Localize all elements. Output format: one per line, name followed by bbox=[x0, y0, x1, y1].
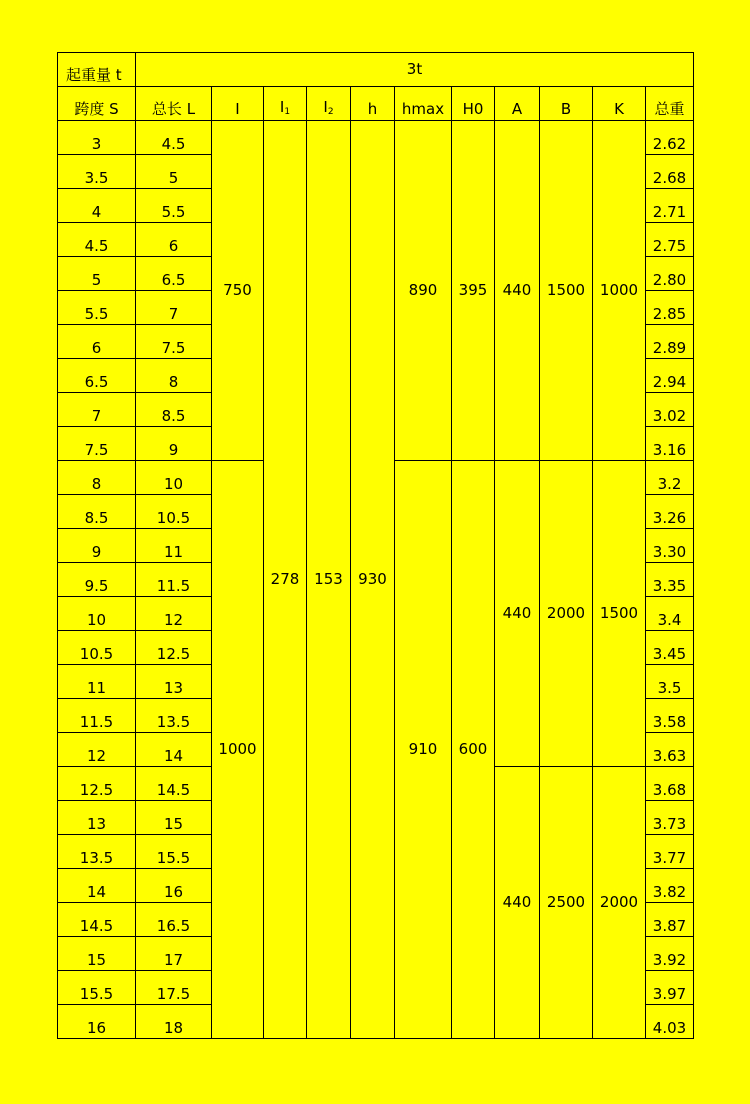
k-cell-2: 1500 bbox=[593, 461, 646, 767]
span-cell: 7.5 bbox=[58, 427, 136, 461]
span-cell: 7 bbox=[58, 393, 136, 427]
capacity-value: 3t bbox=[136, 53, 694, 87]
b-cell-2: 2000 bbox=[540, 461, 593, 767]
span-cell: 16 bbox=[58, 1005, 136, 1039]
col-header-k: K bbox=[593, 87, 646, 121]
span-cell: 4 bbox=[58, 189, 136, 223]
length-cell: 5.5 bbox=[136, 189, 212, 223]
col-header-i1-letter: I bbox=[279, 98, 285, 116]
weight-cell: 3.97 bbox=[646, 971, 694, 1005]
length-cell: 7 bbox=[136, 291, 212, 325]
hmax-cell-2: 910 bbox=[395, 461, 452, 1039]
length-cell: 13 bbox=[136, 665, 212, 699]
weight-cell: 3.45 bbox=[646, 631, 694, 665]
weight-cell: 3.2 bbox=[646, 461, 694, 495]
weight-cell: 2.89 bbox=[646, 325, 694, 359]
length-cell: 15.5 bbox=[136, 835, 212, 869]
weight-cell: 3.35 bbox=[646, 563, 694, 597]
weight-cell: 4.03 bbox=[646, 1005, 694, 1039]
length-cell: 8 bbox=[136, 359, 212, 393]
length-cell: 8.5 bbox=[136, 393, 212, 427]
span-cell: 9.5 bbox=[58, 563, 136, 597]
col-header-h0: H0 bbox=[452, 87, 495, 121]
span-cell: 13 bbox=[58, 801, 136, 835]
weight-cell: 2.80 bbox=[646, 257, 694, 291]
weight-cell: 2.85 bbox=[646, 291, 694, 325]
weight-cell: 3.58 bbox=[646, 699, 694, 733]
weight-cell: 3.30 bbox=[646, 529, 694, 563]
span-cell: 13.5 bbox=[58, 835, 136, 869]
capacity-label: 起重量 t bbox=[58, 53, 136, 87]
span-cell: 8.5 bbox=[58, 495, 136, 529]
length-cell: 11 bbox=[136, 529, 212, 563]
length-cell: 14.5 bbox=[136, 767, 212, 801]
length-cell: 6.5 bbox=[136, 257, 212, 291]
weight-cell: 2.68 bbox=[646, 155, 694, 189]
length-cell: 7.5 bbox=[136, 325, 212, 359]
length-cell: 12 bbox=[136, 597, 212, 631]
span-cell: 6 bbox=[58, 325, 136, 359]
weight-cell: 3.92 bbox=[646, 937, 694, 971]
col-header-i2-sub: 2 bbox=[327, 107, 334, 117]
col-header-a: A bbox=[495, 87, 540, 121]
length-cell: 16 bbox=[136, 869, 212, 903]
weight-cell: 3.68 bbox=[646, 767, 694, 801]
span-cell: 9 bbox=[58, 529, 136, 563]
span-cell: 6.5 bbox=[58, 359, 136, 393]
a-cell-2: 440 bbox=[495, 461, 540, 767]
table-row bbox=[58, 121, 694, 155]
a-cell-3: 440 bbox=[495, 767, 540, 1039]
span-cell: 15.5 bbox=[58, 971, 136, 1005]
weight-cell: 3.02 bbox=[646, 393, 694, 427]
length-cell: 16.5 bbox=[136, 903, 212, 937]
length-cell: 5 bbox=[136, 155, 212, 189]
col-header-i1 bbox=[264, 87, 307, 121]
col-header-i1-sub: 1 bbox=[284, 107, 291, 117]
span-cell: 3.5 bbox=[58, 155, 136, 189]
weight-cell: 3.82 bbox=[646, 869, 694, 903]
length-cell: 17.5 bbox=[136, 971, 212, 1005]
col-header-span: 跨度 S bbox=[58, 87, 136, 121]
i-cell-1: 750 bbox=[212, 121, 264, 461]
b-cell-1: 1500 bbox=[540, 121, 593, 461]
span-cell: 12 bbox=[58, 733, 136, 767]
span-cell: 15 bbox=[58, 937, 136, 971]
weight-cell: 3.73 bbox=[646, 801, 694, 835]
length-cell: 9 bbox=[136, 427, 212, 461]
weight-cell: 3.63 bbox=[646, 733, 694, 767]
col-header-i2 bbox=[307, 87, 351, 121]
span-cell: 11.5 bbox=[58, 699, 136, 733]
k-cell-1: 1000 bbox=[593, 121, 646, 461]
b-cell-3: 2500 bbox=[540, 767, 593, 1039]
span-cell: 8 bbox=[58, 461, 136, 495]
weight-cell: 2.62 bbox=[646, 121, 694, 155]
span-cell: 4.5 bbox=[58, 223, 136, 257]
length-cell: 11.5 bbox=[136, 563, 212, 597]
col-header-hmax: hmax bbox=[395, 87, 452, 121]
h0-cell-1: 395 bbox=[452, 121, 495, 461]
weight-cell: 3.87 bbox=[646, 903, 694, 937]
weight-cell: 3.4 bbox=[646, 597, 694, 631]
col-header-length: 总长 L bbox=[136, 87, 212, 121]
span-cell: 14 bbox=[58, 869, 136, 903]
i2-cell: 153 bbox=[307, 121, 351, 1039]
span-cell: 11 bbox=[58, 665, 136, 699]
col-header-i2-letter: I bbox=[323, 98, 328, 116]
weight-cell: 3.26 bbox=[646, 495, 694, 529]
weight-cell: 2.75 bbox=[646, 223, 694, 257]
hmax-cell-1: 890 bbox=[395, 121, 452, 461]
col-header-i: I bbox=[212, 87, 264, 121]
length-cell: 14 bbox=[136, 733, 212, 767]
span-cell: 10.5 bbox=[58, 631, 136, 665]
span-cell: 12.5 bbox=[58, 767, 136, 801]
k-cell-3: 2000 bbox=[593, 767, 646, 1039]
length-cell: 17 bbox=[136, 937, 212, 971]
weight-cell: 3.16 bbox=[646, 427, 694, 461]
col-header-b: B bbox=[540, 87, 593, 121]
length-cell: 13.5 bbox=[136, 699, 212, 733]
length-cell: 10.5 bbox=[136, 495, 212, 529]
length-cell: 15 bbox=[136, 801, 212, 835]
i-cell-2: 1000 bbox=[212, 461, 264, 1039]
length-cell: 18 bbox=[136, 1005, 212, 1039]
length-cell: 12.5 bbox=[136, 631, 212, 665]
length-cell: 4.5 bbox=[136, 121, 212, 155]
col-header-h: h bbox=[351, 87, 395, 121]
h-cell: 930 bbox=[351, 121, 395, 1039]
span-cell: 14.5 bbox=[58, 903, 136, 937]
h0-cell-2: 600 bbox=[452, 461, 495, 1039]
a-cell-1: 440 bbox=[495, 121, 540, 461]
length-cell: 6 bbox=[136, 223, 212, 257]
weight-cell: 3.77 bbox=[646, 835, 694, 869]
span-cell: 5 bbox=[58, 257, 136, 291]
weight-cell: 3.5 bbox=[646, 665, 694, 699]
span-cell: 5.5 bbox=[58, 291, 136, 325]
col-header-weight: 总重 bbox=[646, 87, 694, 121]
length-cell: 10 bbox=[136, 461, 212, 495]
weight-cell: 2.94 bbox=[646, 359, 694, 393]
weight-cell: 2.71 bbox=[646, 189, 694, 223]
i1-cell: 278 bbox=[264, 121, 307, 1039]
span-cell: 10 bbox=[58, 597, 136, 631]
spec-table bbox=[57, 52, 694, 1039]
span-cell: 3 bbox=[58, 121, 136, 155]
